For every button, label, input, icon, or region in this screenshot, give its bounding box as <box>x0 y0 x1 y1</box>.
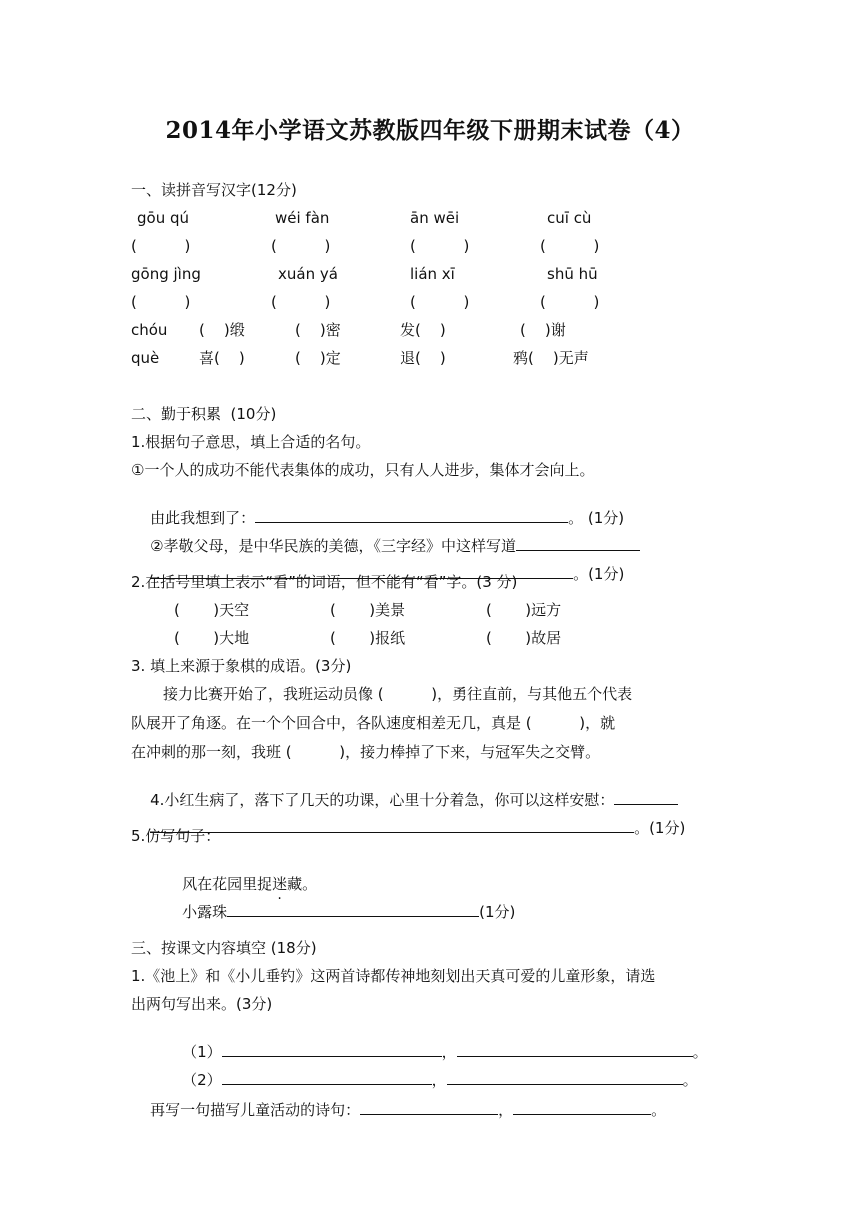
pinyin-5: gōng jìng <box>131 265 201 283</box>
pinyin-2: wéi fàn <box>275 209 330 227</box>
pinyin-4: cuī cù <box>547 209 592 227</box>
answer-box[interactable]: ( ) <box>131 293 191 311</box>
pinyin-6: xuán yá <box>278 265 338 283</box>
period: 。 <box>682 1071 698 1089</box>
prompt: 4.小红生病了，落下了几天的功课，心里十分着急，你可以这样安慰： <box>150 791 615 809</box>
score: 。(1分) <box>573 565 625 583</box>
example-end: 。 <box>302 875 318 893</box>
question-3: 3. 填上来源于象棋的成语。(3分) <box>131 657 352 675</box>
answer-line[interactable] <box>513 1100 651 1115</box>
answer-line[interactable] <box>227 902 479 917</box>
question-3-1: 1.《池上》和《小儿垂钓》这两首诗都传神地刻划出天真可爱的儿童形象，请选 <box>131 967 656 985</box>
fill-item[interactable]: ( )定 <box>295 349 341 367</box>
poem-extra <box>131 1080 666 1140</box>
section1-heading: 一、读拼音写汉字(12分) <box>131 181 297 199</box>
answer-box[interactable]: ( ) <box>271 293 331 311</box>
comma: ， <box>441 1043 457 1061</box>
fill-item[interactable]: 喜( ) <box>199 349 245 367</box>
fill-item[interactable]: ( )大地 <box>174 629 250 647</box>
fill-item[interactable]: ( )故居 <box>486 629 562 647</box>
period: 。 <box>651 1101 667 1119</box>
question-2: 2.在括号里填上表示“看”的词语，但不能有“看”字。(3 分) <box>131 573 518 591</box>
score: 。(1分) <box>634 819 686 837</box>
fill-item[interactable]: ( )美景 <box>330 601 406 619</box>
fill-item[interactable]: ( )缎 <box>199 321 245 339</box>
comma: ， <box>431 1071 447 1089</box>
question-3-1-cont: 出两句写出来。(3分) <box>131 995 273 1013</box>
answer-line[interactable] <box>360 1100 498 1115</box>
question-3-para: 接力比赛开始了，我班运动员像 ( )，勇往直前，与其他五个代表 <box>163 685 633 703</box>
answer-line[interactable] <box>150 818 634 833</box>
prompt: ②孝敬父母，是中华民族的美德，《三字经》中这样写道 <box>150 537 517 555</box>
question-3-para: 在冲刺的那一刻，我班 ( )，接力棒掉了下来，与冠军失之交臂。 <box>131 743 601 761</box>
fill-item[interactable]: 鸦( )无声 <box>513 349 589 367</box>
pinyin-8: shū hū <box>547 265 598 283</box>
score: 。 (1分) <box>568 509 625 527</box>
prompt: 由此我想到了： <box>150 509 256 527</box>
pinyin-que: què <box>131 349 160 367</box>
comma: ， <box>498 1101 514 1119</box>
answer-box[interactable]: ( ) <box>410 237 470 255</box>
fill-item[interactable]: ( )报纸 <box>330 629 406 647</box>
answer-box[interactable]: ( ) <box>540 237 600 255</box>
item-label: （2） <box>182 1071 222 1089</box>
item-label: （1） <box>182 1043 222 1061</box>
prompt: 再写一句描写儿童活动的诗句： <box>150 1101 361 1119</box>
section2-heading: 二、勤于积累 (10分) <box>131 405 277 423</box>
section3-heading: 三、按课文内容填空 (18分) <box>131 939 317 957</box>
fill-item[interactable]: ( )远方 <box>486 601 562 619</box>
fill-item[interactable]: ( )密 <box>295 321 341 339</box>
emphasis-text: 捉迷藏 <box>257 875 303 893</box>
pinyin-7: lián xī <box>410 265 455 283</box>
fill-item[interactable]: 退( ) <box>400 349 446 367</box>
pinyin-3: ān wēi <box>410 209 460 227</box>
fill-item[interactable]: ( )天空 <box>174 601 250 619</box>
fill-item[interactable]: ( )谢 <box>520 321 566 339</box>
answer-box[interactable]: ( ) <box>540 293 600 311</box>
question-3-para: 队展开了角逐。在一个个回合中，各队速度相差无几，真是 ( )，就 <box>131 714 616 732</box>
answer-box[interactable]: ( ) <box>131 237 191 255</box>
pinyin-1: gōu qú <box>137 209 190 227</box>
score: (1分) <box>479 903 516 921</box>
prompt: 小露珠 <box>182 903 228 921</box>
question-1a: ①一个人的成功不能代表集体的成功，只有人人进步，集体才会向上。 <box>131 461 595 479</box>
example-text: 风在花园里 <box>182 875 258 893</box>
period: 。 <box>692 1043 708 1061</box>
question-5-answer <box>163 882 515 942</box>
page-title: 2014年小学语文苏教版四年级下册期末试卷（4） <box>165 117 695 144</box>
question-5: 5.仿写句子： <box>131 827 221 845</box>
answer-box[interactable]: ( ) <box>271 237 331 255</box>
pinyin-chou: chóu <box>131 321 168 339</box>
answer-box[interactable]: ( ) <box>410 293 470 311</box>
fill-item[interactable]: 发( ) <box>400 321 446 339</box>
question-1: 1.根据句子意思，填上合适的名句。 <box>131 433 371 451</box>
